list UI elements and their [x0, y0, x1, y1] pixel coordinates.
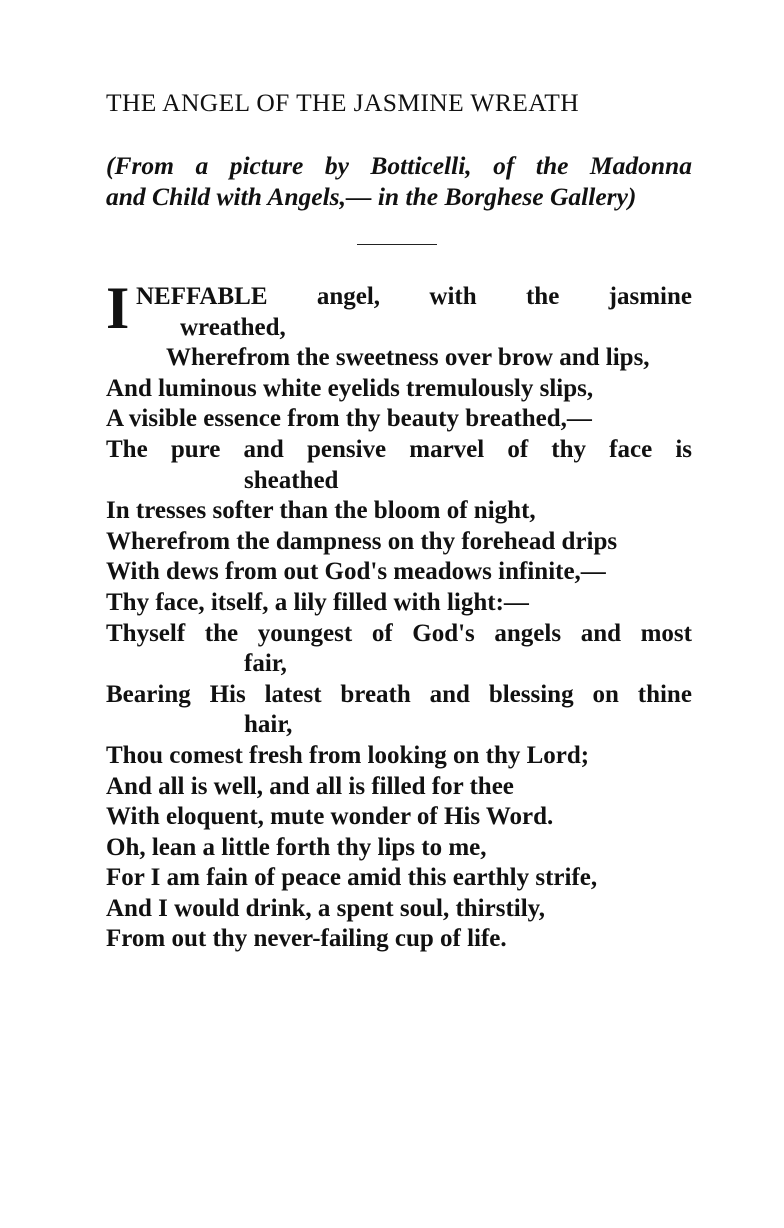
subtitle-word: a [195, 151, 209, 180]
poem-line: sheathed [244, 466, 339, 494]
subtitle-word: the [535, 151, 569, 180]
poem-subtitle [106, 150, 696, 212]
poem-line: Wherefrom the sweetness over brow and lips, [166, 344, 650, 372]
poem-line-word: most [640, 619, 692, 647]
first-line-word: the [525, 283, 560, 310]
poem-line: And luminous white eyelids tremulously slips, [106, 374, 594, 402]
first-line-word: NEFFABLE [136, 283, 268, 310]
subtitle-word: of [493, 151, 515, 180]
drop-cap: I [106, 275, 130, 341]
poem-line-word: youngest [257, 619, 353, 647]
poem-line-word: Bearing [106, 680, 191, 708]
poem-line: With eloquent, mute wonder of His Word. [106, 803, 554, 831]
poem-body [106, 275, 692, 955]
poem-title: THE ANGEL OF THE JASMINE WREATH [106, 88, 580, 117]
poem-line: Thy face, itself, a lily filled with light:— [106, 588, 529, 616]
subtitle-word: Madonna [589, 151, 692, 180]
poem-line [106, 435, 692, 466]
poem-line-word: pure [170, 435, 221, 463]
poem-line [106, 680, 692, 711]
poem-line-word: latest [264, 680, 322, 708]
poem-line: A visible essence from thy beauty breathed,— [106, 405, 592, 433]
poem-line-word: thy [551, 435, 587, 463]
poem-line-word: pensive [306, 435, 387, 463]
first-line-word: jasmine [608, 283, 692, 310]
poem-first-line-text [136, 282, 692, 313]
poem-line-word: of [507, 435, 529, 463]
poem-line-word: blessing [488, 680, 574, 708]
subtitle-line-1 [106, 150, 692, 181]
poem-line-word: The [106, 435, 148, 463]
poem-line-word: Thyself [106, 619, 186, 647]
poem-line-word: marvel [409, 435, 485, 463]
poem-lines [106, 313, 692, 955]
poem-line [106, 619, 692, 650]
poem-line: In tresses softer than the bloom of night, [106, 497, 536, 525]
poem-line: And all is well, and all is filled for thee [106, 772, 514, 800]
poem-line-word: and [429, 680, 470, 708]
first-line-word: angel, [316, 283, 381, 310]
subtitle-word: Botticelli, [370, 151, 472, 180]
poem-line: From out thy never-failing cup of life. [106, 925, 507, 953]
poem-line-word: God's [412, 619, 475, 647]
first-line-word: with [429, 283, 477, 310]
poem-line-word: the [204, 619, 239, 647]
poem-line: fair, [244, 650, 287, 678]
poem-first-line [106, 282, 692, 313]
subtitle-line-2: and Child with Angels,— in the Borghese Gallery) [106, 182, 637, 211]
subtitle-word: by [324, 151, 349, 180]
poem-line-word: is [675, 435, 692, 463]
poem-line: With dews from out God's meadows infinite,— [106, 558, 606, 586]
poem-line-word: breath [340, 680, 411, 708]
poem-line-word: thine [637, 680, 692, 708]
subtitle-word: picture [229, 151, 304, 180]
poem-line-word: on [592, 680, 619, 708]
section-divider [357, 244, 437, 245]
poem-line: hair, [244, 711, 293, 739]
poem-line: Thou comest fresh from looking on thy Lord; [106, 741, 590, 769]
poem-line-word: His [209, 680, 246, 708]
poem-line-word: and [243, 435, 284, 463]
poem-line-word: face [609, 435, 653, 463]
poem-line: And I would drink, a spent soul, thirstily, [106, 894, 546, 922]
poem-line-word: angels [494, 619, 562, 647]
poem-line: Wherefrom the dampness on thy forehead drips [106, 527, 618, 555]
poem-line-word: and [580, 619, 621, 647]
poem-line-word: of [371, 619, 393, 647]
poem-line: wreathed, [180, 313, 286, 341]
subtitle-word: (From [106, 151, 175, 180]
poem-line: For I am fain of peace amid this earthly strife, [106, 864, 598, 892]
poem-line: Oh, lean a little forth thy lips to me, [106, 833, 487, 861]
